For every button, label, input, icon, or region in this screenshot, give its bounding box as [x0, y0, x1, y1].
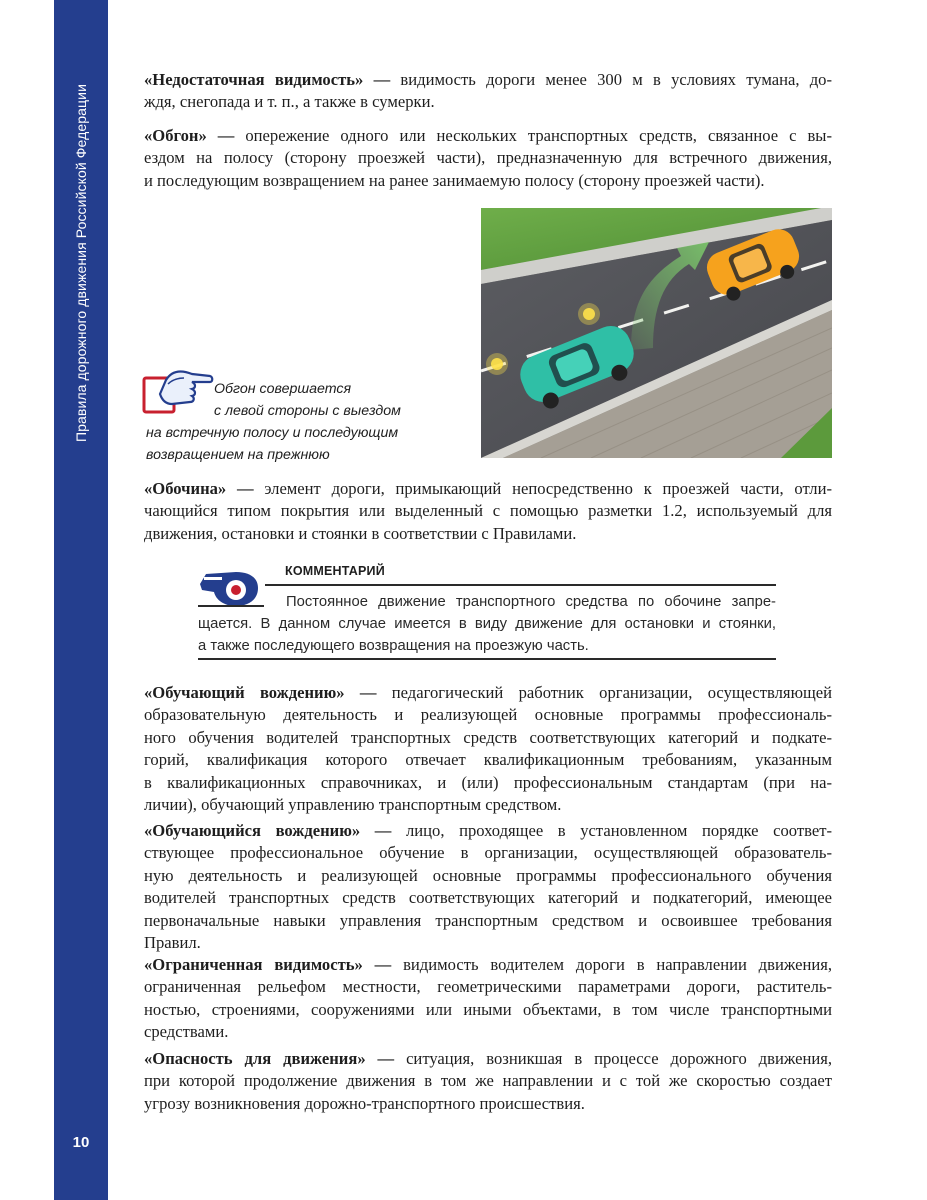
definition-line: первоначальные навыки управления транспортным средством и освоившее требования — [144, 910, 832, 930]
definition-line: и последующим возвращением на ранее занимаемую полосу (сторону проезжей части). — [144, 170, 765, 190]
definition-line: средствами. — [144, 1022, 229, 1042]
term: «Обучающийся вождению» — — [144, 821, 392, 840]
definition-line: движения, остановки и стоянки в соответствии с Правилами. — [144, 523, 577, 543]
caption-line: на встречную полосу и последующим — [146, 425, 399, 441]
caption-line: Обгон совершается — [214, 381, 352, 397]
caption-line: возвращением на прежнюю — [146, 447, 330, 463]
definition-line: видимость дороги менее 300 м в условиях тумана, до- — [390, 70, 832, 89]
figure-caption — [146, 378, 466, 466]
term: «Опасность для движения» — — [144, 1049, 395, 1068]
definition-line: лицо, проходящее в установленном порядке соответ- — [391, 821, 832, 840]
definition-shoulder — [144, 478, 832, 545]
definition-traffic-danger — [144, 1048, 832, 1115]
definition-overtaking — [144, 125, 832, 192]
page-number: 10 — [72, 1134, 90, 1151]
overtaking-illustration — [481, 208, 832, 458]
definition-line: при которой продолжение движения в том же направлении и с той же скоростью создает — [144, 1071, 832, 1091]
definition-student — [144, 820, 832, 954]
term: «Недостаточная видимость» — — [144, 70, 391, 89]
comment-divider — [265, 584, 776, 586]
definition-line: ствующее профессиональное обучение в организации, осуществляющей образователь- — [144, 843, 832, 863]
definition-line: Правил. — [144, 933, 201, 953]
definition-line: ную деятельность и реализующей основные программы профессионального обучения — [144, 865, 832, 885]
definition-line: ностью, строениями, сооружениями или иными объектами, в том числе транспортными — [144, 999, 832, 1019]
definition-line: ездом на полосу (сторону проезжей части), предназначенную для встречного движения, — [144, 148, 832, 168]
definition-line: ситуация, возникшая в процессе дорожного движения, — [394, 1049, 832, 1068]
comment-line: Постоянное движение транспортного средства по обочине запре- — [286, 594, 776, 610]
comment-text — [198, 591, 776, 657]
definition-line: чающийся типом покрытия или выделенный с помощью разметки 1.2, используемый для — [144, 501, 832, 521]
term: «Ограниченная видимость» — — [144, 955, 392, 974]
definition-line: ного обучения водителей транспортных средств соответствующих категорий и подкате- — [144, 727, 832, 747]
term: «Обочина» — — [144, 479, 254, 498]
definition-line: ограниченная рельефом местности, геометрическими параметрами дороги, раститель- — [144, 977, 832, 997]
definition-line: водителей транспортных средств соответствующих категорий и подкатегорий, имеющее — [144, 888, 832, 908]
definition-line: педагогический работник организации, осуществляющей — [376, 683, 832, 702]
comment-line: а также последующего возвращения на проезжую часть. — [198, 638, 589, 654]
definition-line: ждя, снегопада и т. п., а также в сумерки. — [144, 92, 435, 112]
definition-line: угрозу возникновения дорожно-транспортного происшествия. — [144, 1093, 585, 1113]
definition-instructor — [144, 682, 832, 816]
definition-line: опережение одного или нескольких транспортных средств, связанное с вы- — [234, 126, 832, 145]
comment-line: щается. В данном случае имеется в виду движение для остановки и стоянки, — [198, 616, 776, 632]
definition-line: элемент дороги, примыкающий непосредственно к проезжей части, отли- — [253, 479, 832, 498]
comment-label: КОММЕНТАРИЙ — [285, 564, 385, 578]
term: «Обучающий вождению» — — [144, 683, 377, 702]
definition-line: видимость водителем дороги в направлении движения, — [391, 955, 832, 974]
definition-insufficient-visibility — [144, 69, 832, 114]
term: «Обгон» — — [144, 126, 235, 145]
sidebar-title: Правила дорожного движения Российской Федерации — [73, 84, 89, 443]
definition-line: образовательную деятельность и реализующей основные программы профессиональ- — [144, 705, 832, 725]
definition-limited-visibility — [144, 954, 832, 1044]
comment-divider — [198, 658, 776, 660]
definition-line: горий, квалификация которого отвечает квалификационным требованиям, указанным — [144, 750, 832, 770]
definition-line: личии), обучающий управлению транспортным средством. — [144, 795, 562, 815]
caption-line: с левой стороны с выездом — [214, 403, 401, 419]
definition-line: в квалификационных справочниках, и (или) профессиональным стандартам (при на- — [144, 772, 832, 792]
